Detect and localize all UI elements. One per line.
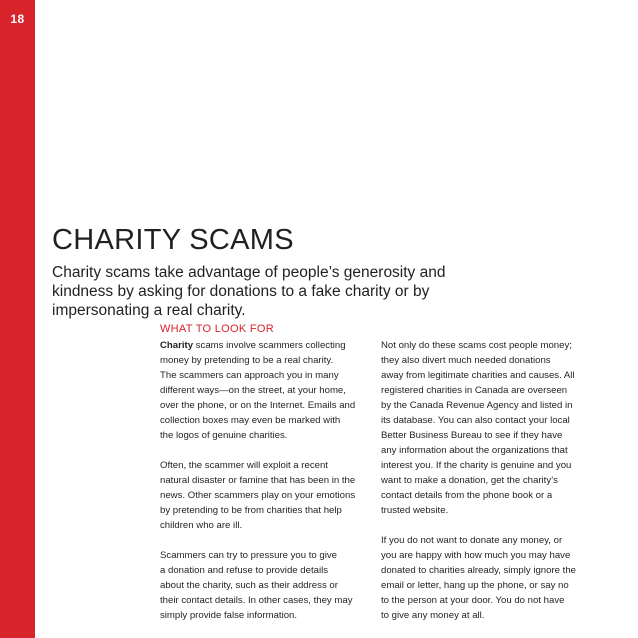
intro-line: kindness by asking for donations to a fake charity or by xyxy=(52,283,430,300)
body-line: any information about the organizations that xyxy=(381,445,568,456)
paragraph-gap xyxy=(160,443,370,458)
lead-line-rest: scams involve scammers collecting xyxy=(193,340,346,351)
body-line: contact details from the phone book or a xyxy=(381,490,553,501)
body-line: donated to charities already, simply ignore the xyxy=(381,565,577,576)
section-heading: WHAT TO LOOK FOR xyxy=(160,323,274,335)
body-line: away from legitimate charities and causes. All xyxy=(381,370,575,381)
body-line: money by pretending to be a real charity. xyxy=(160,355,334,366)
body-line: If you do not want to donate any money, or xyxy=(381,535,563,546)
body-line: by pretending to be from charities that help xyxy=(160,505,342,516)
page-number: 18 xyxy=(10,12,25,26)
paragraph-gap xyxy=(381,518,596,533)
body-line: news. Other scammers play on your emotions xyxy=(160,490,356,501)
body-line: email or letter, hang up the phone, or say no xyxy=(381,580,569,591)
body-line: children who are ill. xyxy=(160,520,243,531)
body-line: Scammers can try to pressure you to give xyxy=(160,550,338,561)
body-line: to give any money at all. xyxy=(381,610,485,621)
body-line: they also divert much needed donations xyxy=(381,355,551,366)
body-line: by the Canada Revenue Agency and listed in xyxy=(381,400,573,411)
body-line: interest you. If the charity is genuine and you xyxy=(381,460,572,471)
page-title: CHARITY SCAMS xyxy=(52,224,294,256)
body-line: Often, the scammer will exploit a recent xyxy=(160,460,328,471)
intro-line: Charity scams take advantage of people’s generosity and xyxy=(52,264,446,281)
left-column xyxy=(160,338,370,623)
body-line: to the person at your door. You do not have xyxy=(381,595,565,606)
paragraph-gap xyxy=(160,533,370,548)
side-accent-bar xyxy=(0,0,35,638)
body-line: Better Business Bureau to see if they have xyxy=(381,430,563,441)
body-line: its database. You can also contact your local xyxy=(381,415,570,426)
body-line: want to make a donation, get the charity’s xyxy=(381,475,558,486)
body-line: you are happy with how much you may have xyxy=(381,550,571,561)
body-line: their contact details. In other cases, they may xyxy=(160,595,353,606)
intro-paragraph xyxy=(52,263,472,320)
body-line: different ways—on the street, at your home, xyxy=(160,385,346,396)
body-line: registered charities in Canada are overseen xyxy=(381,385,568,396)
lead-word: Charity xyxy=(160,340,194,351)
body-line: the logos of genuine charities. xyxy=(160,430,288,441)
body-line: Not only do these scams cost people money; xyxy=(381,340,572,351)
intro-line: impersonating a real charity. xyxy=(52,302,246,319)
body-line: The scammers can approach you in many xyxy=(160,370,339,381)
body-line: over the phone, or on the Internet. Emails and xyxy=(160,400,356,411)
body-line xyxy=(160,338,370,353)
body-line: about the charity, such as their address or xyxy=(160,580,338,591)
body-line: trusted website. xyxy=(381,505,449,516)
right-column xyxy=(381,338,596,623)
body-line: collection boxes may even be marked with xyxy=(160,415,341,426)
body-line: a donation and refuse to provide details xyxy=(160,565,329,576)
body-line: natural disaster or famine that has been in the xyxy=(160,475,356,486)
body-line: simply provide false information. xyxy=(160,610,298,621)
